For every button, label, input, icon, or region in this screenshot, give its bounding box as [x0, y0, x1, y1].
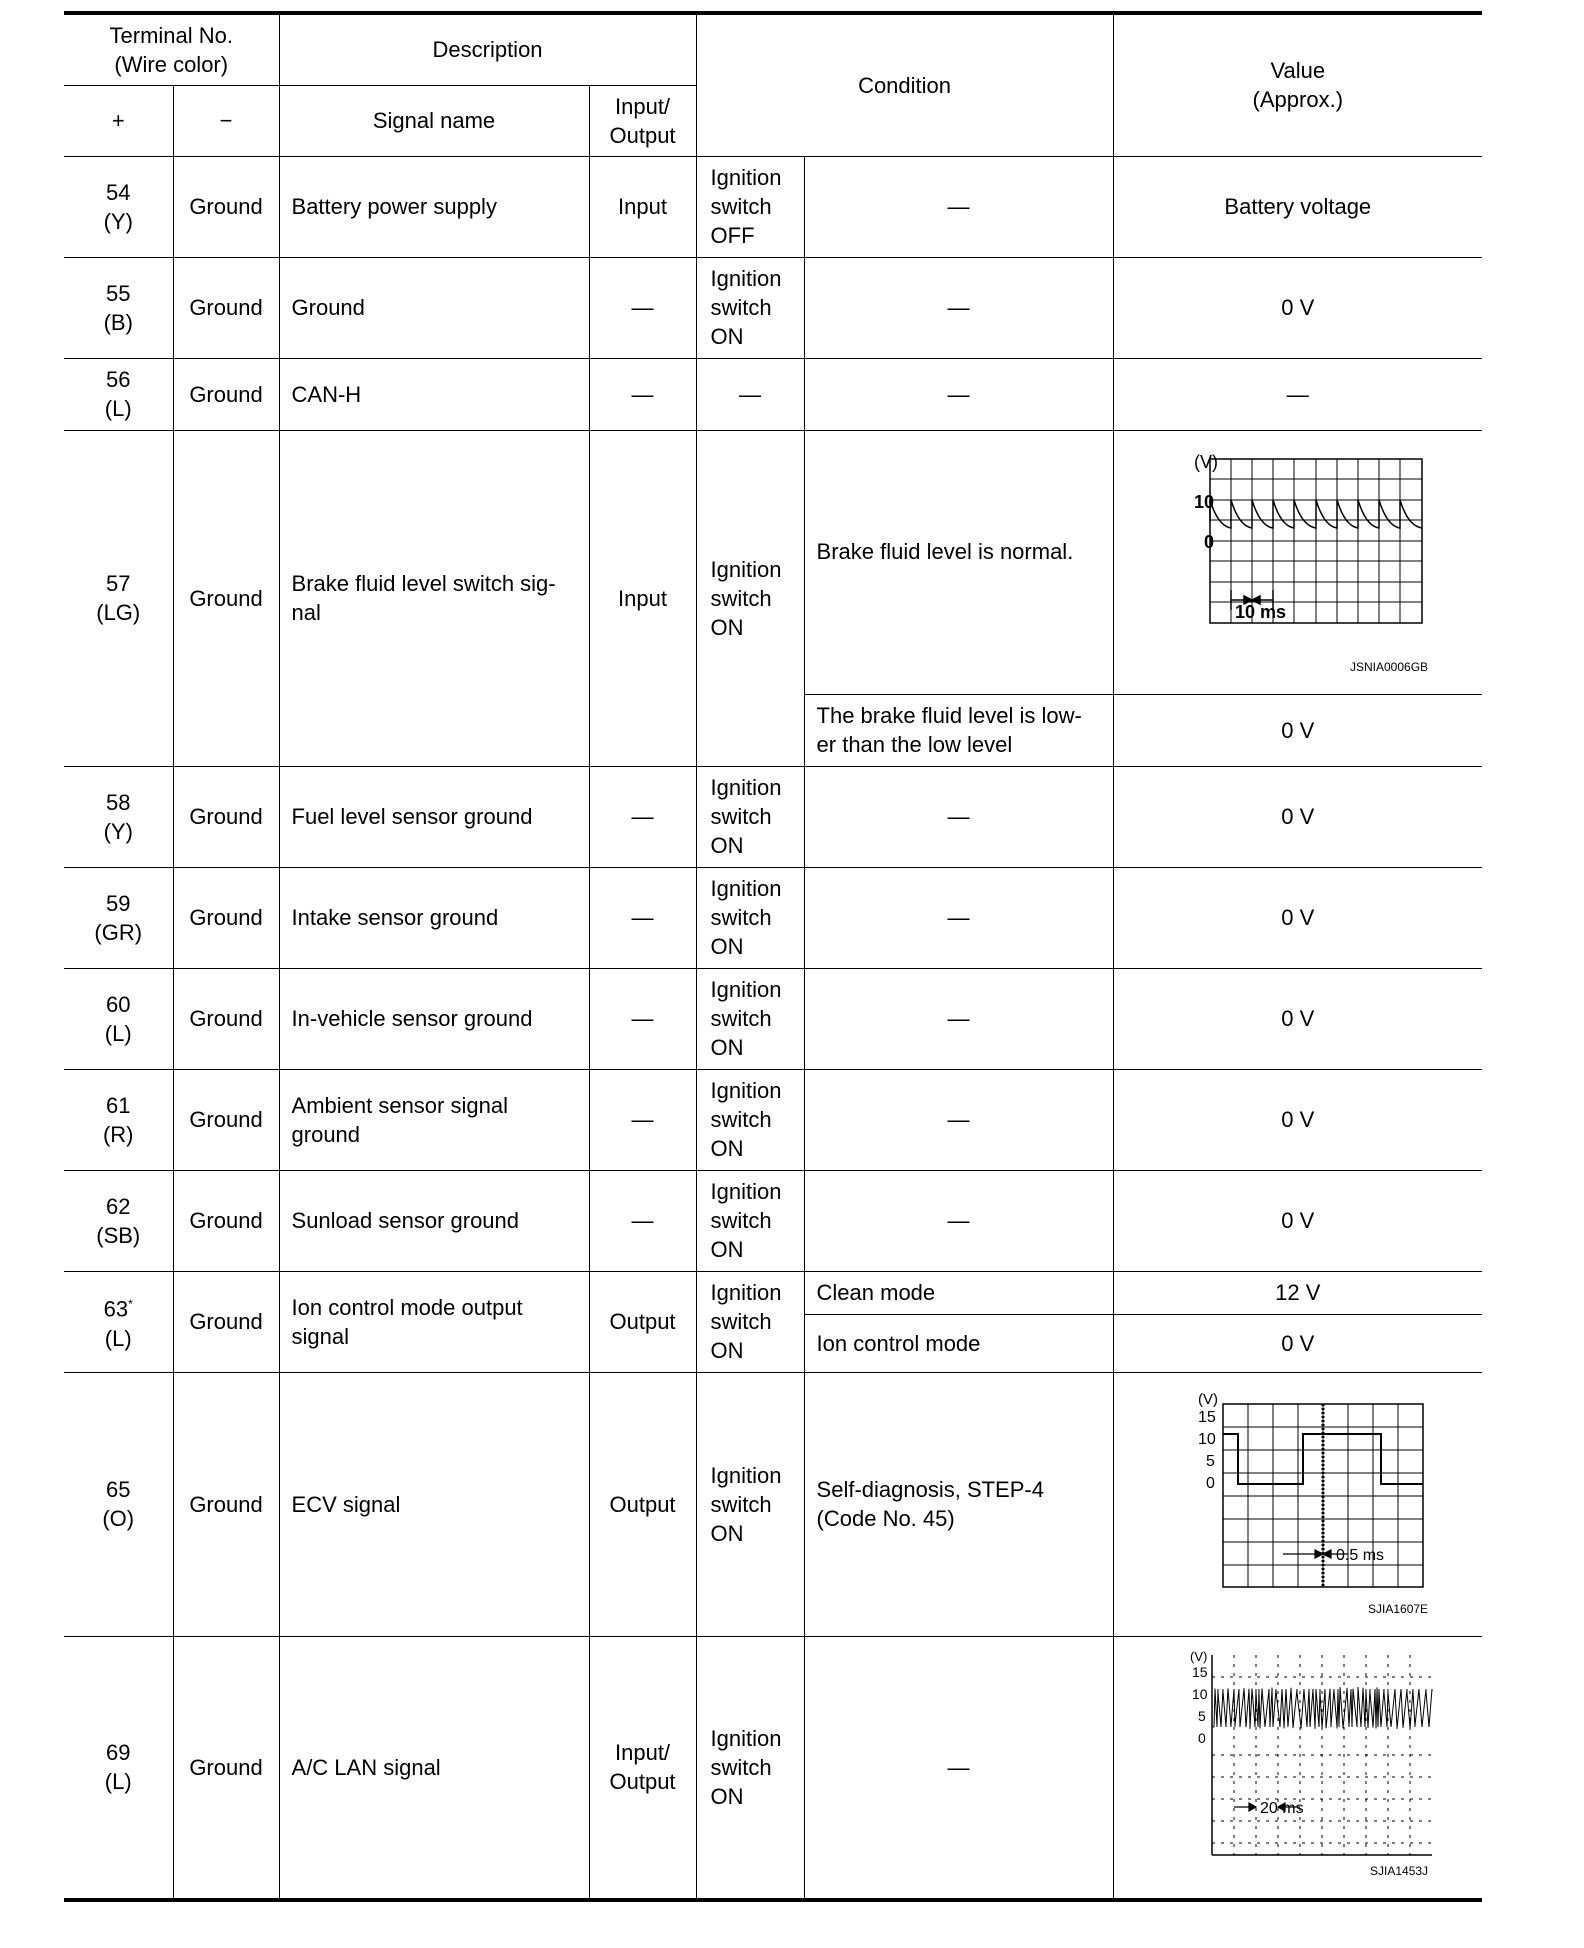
table-row	[64, 257, 1482, 358]
value-cell: 0 V	[1113, 1314, 1482, 1372]
signal-name: CAN-H	[279, 358, 589, 430]
y-unit: (V)	[1193, 452, 1218, 472]
condition-cell: The brake fluid level is low- er than the low level	[804, 694, 1113, 766]
wire-color: (LG)	[96, 600, 141, 625]
condition-cell: —	[804, 968, 1113, 1069]
io-cell: Input/ Output	[589, 1636, 696, 1900]
ignition-cell: Ignition switch ON	[696, 1372, 804, 1636]
y-tick: 15	[1191, 1664, 1208, 1681]
terminal-cell	[64, 867, 173, 968]
wire-color: (Y)	[103, 208, 133, 234]
terminal-number: 57	[106, 571, 131, 596]
table-row	[64, 358, 1482, 430]
terminal-number: 63	[103, 1296, 129, 1322]
table-row	[64, 1170, 1482, 1271]
condition-cell: —	[804, 766, 1113, 867]
waveform-57	[1148, 442, 1448, 682]
table-row	[64, 1271, 1482, 1314]
terminal-cell	[64, 156, 173, 257]
ignition-cell: Ignition switch ON	[696, 1636, 804, 1900]
figure-code: SJIA1453J	[1370, 1864, 1429, 1878]
table-row	[64, 867, 1482, 968]
terminal-cell	[64, 1372, 173, 1636]
io-cell: —	[589, 1069, 696, 1170]
io-cell: —	[589, 358, 696, 430]
wire-color: (L)	[104, 396, 132, 421]
value-cell: 0 V	[1113, 968, 1482, 1069]
y-unit: (V)	[1189, 1649, 1208, 1665]
figure-code: SJIA1607E	[1368, 1601, 1429, 1616]
terminal-number: 62	[106, 1193, 131, 1219]
signal-name: Battery power supply	[279, 156, 589, 257]
y-tick: 15	[1197, 1409, 1216, 1426]
table-row	[64, 156, 1482, 257]
wire-color: (Y)	[103, 818, 133, 844]
io-cell: —	[589, 867, 696, 968]
y-tick: 10	[1193, 492, 1214, 512]
ignition-cell: Ignition switch ON	[696, 1069, 804, 1170]
condition-cell: —	[804, 867, 1113, 968]
header-value: Value (Approx.)	[1113, 13, 1482, 156]
terminal-number: 61	[106, 1092, 131, 1118]
minus-cell: Ground	[173, 968, 279, 1069]
terminal-cell	[64, 358, 173, 430]
condition-cell: Clean mode	[804, 1271, 1113, 1314]
io-cell: Output	[589, 1372, 696, 1636]
header-plus: +	[64, 85, 173, 156]
ignition-cell: Ignition switch ON	[696, 968, 804, 1069]
terminal-number: 69	[106, 1740, 131, 1766]
ignition-cell: Ignition switch ON	[696, 257, 804, 358]
signal-name: Ambient sensor signal ground	[279, 1069, 589, 1170]
minus-cell: Ground	[173, 430, 279, 766]
condition-cell: —	[804, 1170, 1113, 1271]
figure-code: JSNIA0006GB	[1350, 659, 1429, 674]
value-cell: —	[1113, 358, 1482, 430]
minus-cell: Ground	[173, 766, 279, 867]
minus-cell: Ground	[173, 1372, 279, 1636]
header-minus: −	[173, 85, 279, 156]
ignition-cell: —	[696, 358, 804, 430]
waveform-69	[1148, 1647, 1448, 1887]
io-cell: —	[589, 766, 696, 867]
y-tick: 0	[1197, 1730, 1206, 1747]
terminal-number: 58	[106, 789, 131, 815]
y-tick: 5	[1197, 1708, 1206, 1725]
y-tick: 10	[1197, 1431, 1216, 1448]
condition-cell: —	[804, 358, 1113, 430]
graph-grid	[1212, 1655, 1432, 1855]
table-row	[64, 1636, 1482, 1900]
value-cell: Battery voltage	[1113, 156, 1482, 257]
graph-grid	[1223, 1404, 1423, 1587]
wire-color: (L)	[104, 1020, 132, 1046]
condition-cell: —	[804, 257, 1113, 358]
y-unit: (V)	[1197, 1391, 1218, 1408]
ignition-cell: Ignition switch ON	[696, 1271, 804, 1372]
terminal-cell	[64, 1170, 173, 1271]
terminal-spec-table	[64, 11, 1482, 1902]
y-tick: 0	[1205, 1475, 1215, 1492]
time-label: 20 ms	[1259, 1800, 1304, 1818]
value-cell: 0 V	[1113, 766, 1482, 867]
condition-cell: Brake fluid level is normal.	[804, 430, 1113, 694]
value-cell: 0 V	[1113, 1069, 1482, 1170]
value-cell: 0 V	[1113, 257, 1482, 358]
wire-color: (SB)	[96, 1222, 141, 1248]
y-tick: 0	[1203, 532, 1214, 552]
waveform-figure-69	[1113, 1636, 1482, 1900]
wire-color: (L)	[104, 1769, 132, 1795]
table-row	[64, 1069, 1482, 1170]
terminal-cell	[64, 968, 173, 1069]
signal-name: Sunload sensor ground	[279, 1170, 589, 1271]
condition-cell: Ion control mode	[804, 1314, 1113, 1372]
signal-name: A/C LAN signal	[279, 1636, 589, 1900]
value-cell: 0 V	[1113, 867, 1482, 968]
io-cell: —	[589, 257, 696, 358]
wire-color: (O)	[102, 1506, 135, 1531]
minus-cell: Ground	[173, 1271, 279, 1372]
minus-cell: Ground	[173, 867, 279, 968]
io-cell: —	[589, 1170, 696, 1271]
terminal-cell	[64, 430, 173, 766]
value-cell: 0 V	[1113, 694, 1482, 766]
terminal-number: 60	[106, 991, 131, 1017]
header-signal-name: Signal name	[279, 85, 589, 156]
signal-name: In-vehicle sensor ground	[279, 968, 589, 1069]
minus-cell: Ground	[173, 1170, 279, 1271]
ignition-cell: Ignition switch OFF	[696, 156, 804, 257]
ignition-cell: Ignition switch ON	[696, 867, 804, 968]
footnote-star: *	[128, 1297, 133, 1312]
wire-color: (L)	[104, 1325, 132, 1351]
waveform-figure-65	[1113, 1372, 1482, 1636]
minus-cell: Ground	[173, 1636, 279, 1900]
value-cell: 0 V	[1113, 1170, 1482, 1271]
signal-name: ECV signal	[279, 1372, 589, 1636]
table-row	[64, 430, 1482, 694]
terminal-cell	[64, 1271, 173, 1372]
table-row	[64, 1372, 1482, 1636]
io-cell: Output	[589, 1271, 696, 1372]
y-tick: 10	[1191, 1686, 1208, 1703]
terminal-cell	[64, 1636, 173, 1900]
condition-cell: —	[804, 1636, 1113, 1900]
table-row	[64, 968, 1482, 1069]
time-label: 10 ms	[1234, 602, 1286, 622]
minus-cell: Ground	[173, 358, 279, 430]
condition-cell: Self-diagnosis, STEP-4 (Code No. 45)	[804, 1372, 1113, 1636]
minus-cell: Ground	[173, 156, 279, 257]
waveform-65	[1148, 1384, 1448, 1624]
graph-grid	[1210, 459, 1422, 623]
header-description: Description	[279, 13, 696, 85]
time-label: 0.5 ms	[1335, 1547, 1384, 1564]
terminal-cell	[64, 257, 173, 358]
signal-name: Intake sensor ground	[279, 867, 589, 968]
value-cell: 12 V	[1113, 1271, 1482, 1314]
minus-cell: Ground	[173, 1069, 279, 1170]
terminal-number: 54	[106, 179, 131, 205]
terminal-number: 65	[106, 1477, 131, 1502]
header-condition: Condition	[696, 13, 1113, 156]
wire-color: (B)	[103, 309, 133, 335]
signal-name: Fuel level sensor ground	[279, 766, 589, 867]
io-cell: Input	[589, 430, 696, 766]
header-io: Input/ Output	[589, 85, 696, 156]
header-terminal-no: Terminal No. (Wire color)	[64, 13, 279, 85]
condition-cell: —	[804, 1069, 1113, 1170]
terminal-cell	[64, 1069, 173, 1170]
terminal-number: 56	[106, 367, 131, 392]
wire-color: (GR)	[94, 919, 143, 945]
signal-name: Brake fluid level switch sig- nal	[279, 430, 589, 766]
ignition-cell: Ignition switch ON	[696, 766, 804, 867]
io-cell: —	[589, 968, 696, 1069]
ignition-cell: Ignition switch ON	[696, 1170, 804, 1271]
signal-name: Ion control mode output signal	[279, 1271, 589, 1372]
signal-name: Ground	[279, 257, 589, 358]
waveform-figure-57	[1113, 430, 1482, 694]
terminal-number: 55	[106, 280, 131, 306]
terminal-number: 59	[106, 890, 131, 916]
condition-cell: —	[804, 156, 1113, 257]
ignition-cell: Ignition switch ON	[696, 430, 804, 766]
io-cell: Input	[589, 156, 696, 257]
minus-cell: Ground	[173, 257, 279, 358]
pulse-trace	[1210, 500, 1422, 528]
y-tick: 5	[1205, 1453, 1215, 1470]
table-row	[64, 766, 1482, 867]
wire-color: (R)	[102, 1121, 134, 1147]
terminal-cell	[64, 766, 173, 867]
